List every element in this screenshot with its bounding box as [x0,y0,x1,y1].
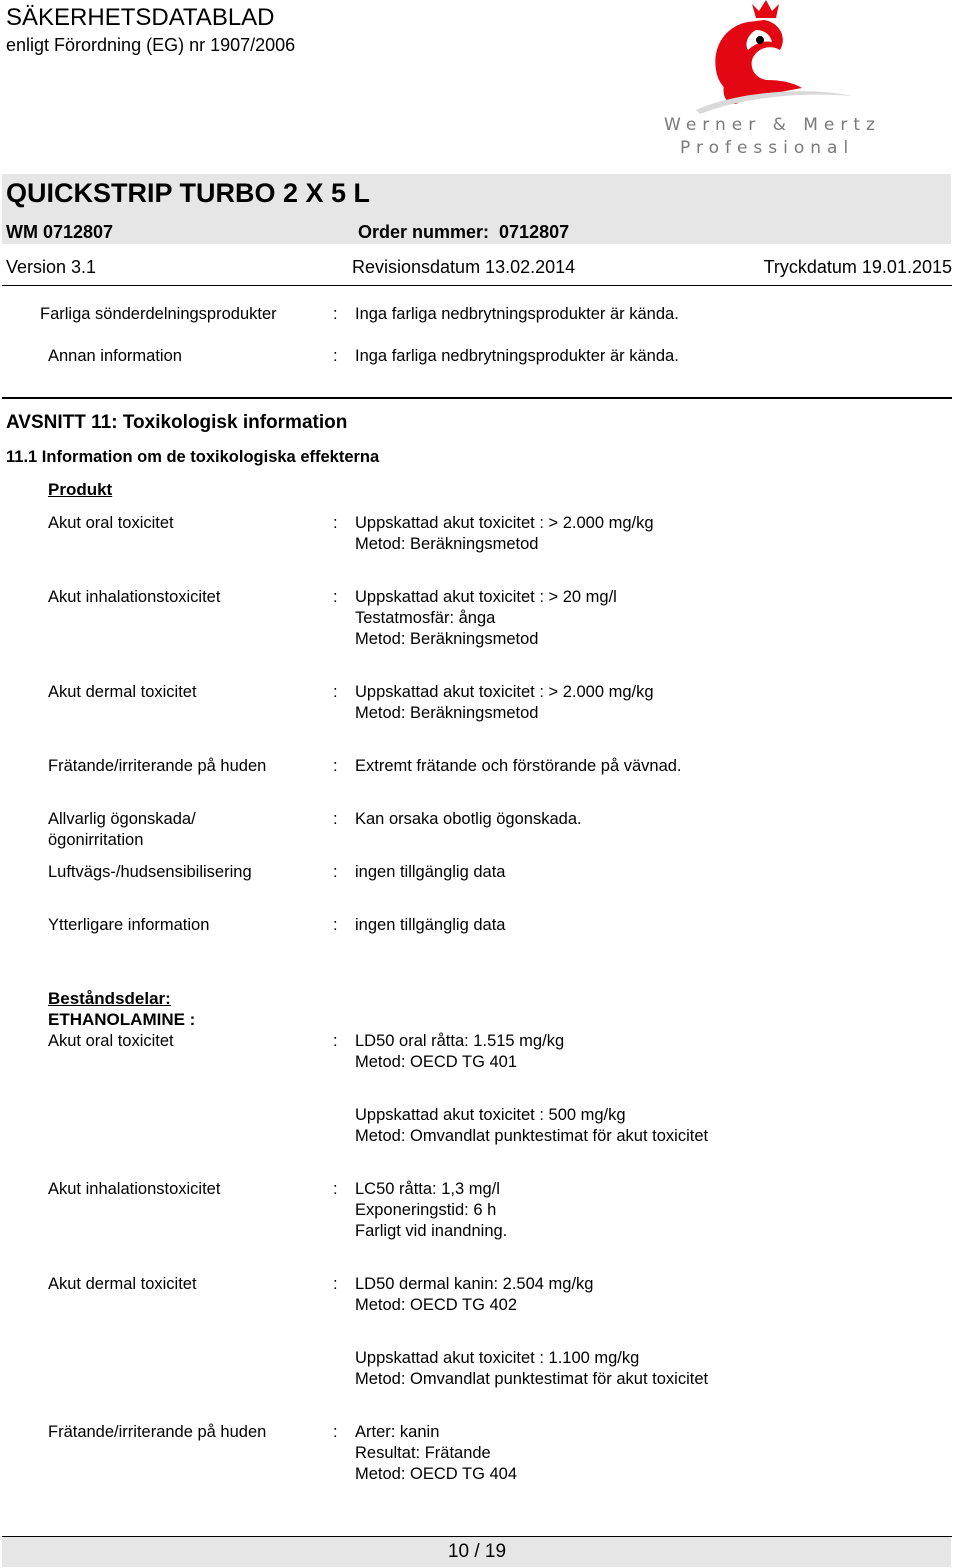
row-value [355,1348,945,1390]
logo-text-1: Werner & Mertz [664,115,881,135]
section-rule [2,397,952,399]
value-line: Uppskattad akut toxicitet : > 2.000 mg/kg [355,514,654,532]
value-line: Testatmosfär: ånga [355,609,496,627]
row-value [355,1105,945,1147]
section-title: AVSNITT 11: Toxikologisk information [6,412,348,433]
product-name: QUICKSTRIP TURBO 2 X 5 L [6,178,371,208]
print-date: Tryckdatum 19.01.2015 [763,257,952,277]
row-value [355,1274,945,1316]
value-line: Metod: Omvandlat punktestimat för akut toxicitet [355,1127,709,1145]
row-value [355,513,945,555]
value-line: Resultat: Frätande [355,1444,491,1462]
product-heading: Produkt [48,480,113,499]
value-line: Metod: OECD TG 404 [355,1465,518,1483]
value-line: Metod: Beräkningsmetod [355,535,539,553]
row-label: Luftvägs-/hudsensibilisering [48,863,252,881]
row-label: Allvarlig ögonskada/ögonirritation [48,810,196,849]
row-value [355,915,945,936]
order-number [358,221,569,243]
row-value: Inga farliga nedbrytningsprodukter är kända. [355,347,679,365]
wm-number: WM 0712807 [6,222,114,242]
row-label: Ytterligare information [48,916,210,934]
value-line: Uppskattad akut toxicitet : 500 mg/kg [355,1106,626,1124]
value-line: Arter: kanin [355,1423,440,1441]
row-label: Annan information [48,347,182,365]
page-number: 10 / 19 [447,1541,507,1562]
werner-mertz-logo [656,0,881,160]
subsection-title: 11.1 Information om de toxikologiska effekterna [6,448,380,466]
substance-name: ETHANOLAMINE : [48,1010,196,1029]
value-line: ingen tillgänglig data [355,916,506,934]
row-label: Akut oral toxicitet [48,1032,174,1050]
row-value [355,682,945,724]
version: Version 3.1 [6,257,97,277]
row-value: Inga farliga nedbrytningsprodukter är kända. [355,305,679,323]
row-label: Akut inhalationstoxicitet [48,1180,221,1198]
value-line: Uppskattad akut toxicitet : 1.100 mg/kg [355,1349,640,1367]
row-label: Akut dermal toxicitet [48,1275,197,1293]
value-line: LD50 oral råtta: 1.515 mg/kg [355,1032,565,1050]
row-value [355,862,945,883]
value-line: Metod: OECD TG 402 [355,1296,518,1314]
value-line: Kan orsaka obotlig ögonskada. [355,810,582,828]
value-line: Uppskattad akut toxicitet : > 20 mg/l [355,588,617,606]
frog-logo-icon [656,0,881,160]
row-value [355,809,945,830]
logo-text-2: Professional [680,138,855,158]
value-line: ingen tillgänglig data [355,863,506,881]
row-label: Frätande/irriterande på huden [48,757,267,775]
value-line: Uppskattad akut toxicitet : > 2.000 mg/kg [355,683,654,701]
components-title: Beståndsdelar: [48,989,171,1008]
value-line: Exponeringstid: 6 h [355,1201,497,1219]
row-label: Akut dermal toxicitet [48,683,197,701]
row-value [355,1031,945,1073]
value-line: Extremt frätande och förstörande på vävnad. [355,757,682,775]
value-line: Metod: OECD TG 401 [355,1053,518,1071]
row-label: Frätande/irriterande på huden [48,1423,267,1441]
row-value [355,1179,945,1242]
order-value: 0712807 [499,222,570,242]
header-rule [2,285,952,286]
revision-date: Revisionsdatum 13.02.2014 [352,257,576,277]
row-label: Akut inhalationstoxicitet [48,588,221,606]
components-heading [48,988,195,1030]
regulation-subtitle: enligt Förordning (EG) nr 1907/2006 [6,35,296,55]
value-line: Metod: Omvandlat punktestimat för akut toxicitet [355,1370,709,1388]
row-value [355,756,945,777]
row-label: Farliga sönderdelningsprodukter [40,305,277,323]
order-label: Order nummer: [358,222,490,242]
value-line: Farligt vid inandning. [355,1222,508,1240]
value-line: LD50 dermal kanin: 2.504 mg/kg [355,1275,594,1293]
value-line: Metod: Beräkningsmetod [355,704,539,722]
row-label: Akut oral toxicitet [48,514,174,532]
value-line: LC50 råtta: 1,3 mg/l [355,1180,500,1198]
row-value [355,1422,945,1485]
value-line: Metod: Beräkningsmetod [355,630,539,648]
document-title: SÄKERHETSDATABLAD [6,4,275,31]
row-value [355,587,945,650]
